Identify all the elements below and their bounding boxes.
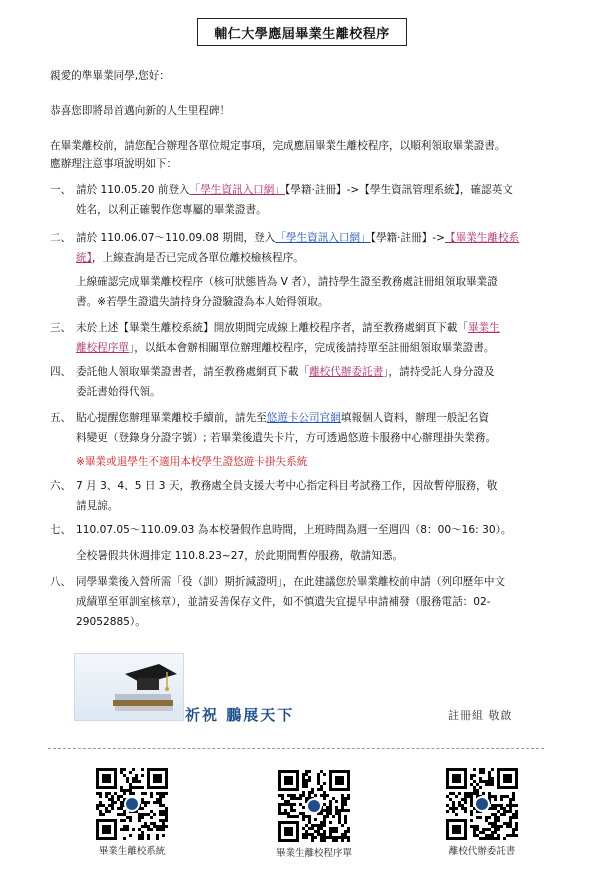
graduation-cap-icon [75,654,183,720]
item-text: 7 月 3、4、5 日 3 天，教務處全員支援大考中心指定科目考試務工作，因故暫停服務，敬 [76,480,498,492]
procedure-form-link[interactable]: 畢業生 [467,322,500,334]
item-5 [50,408,560,448]
intro-line-2: 應辦理注意事項說明如下： [50,158,178,170]
item-text: 成績單至軍訓室核章），並請妥善保存文件，如不慎遺失宜提早申請補發（服務電話：02- [76,596,491,608]
warning-note: ※畢業或退學生不適用本校學生證悠遊卡掛失系統 [76,456,308,468]
page-title-text: 輔仁大學應屆畢業生離校程序 [214,26,390,42]
item-number: 三、 [50,322,72,334]
qr-label-procedure-form: 畢業生離校程序單 [275,848,352,859]
item-text: 填報個人資料，辦理一般記名資 [340,412,490,424]
item-text: 」，以紙本會辦相關單位辦理離校程序，完成後請持單至註冊組領取畢業證書。 [128,342,495,354]
graduation-system-link[interactable]: 【畢業生離校系 [445,232,520,244]
qr-code-proxy-form[interactable] [446,768,518,840]
item-text: 貼心提醒您辦理畢業離校手續前，請先至 [76,412,267,424]
easycard-link[interactable]: 悠遊卡公司官網 [266,412,341,424]
item-text: 同學畢業後入營所需「役（訓）期折減證明」，在此建議您於畢業離校前申請（列印歷年中文 [76,576,506,588]
divider [48,748,544,749]
student-portal-link[interactable]: 「學生資訊入口網」 [189,184,285,196]
qr-code-icon [96,768,168,840]
qr-label-proxy-form: 離校代辦委託書 [448,846,516,857]
item-text: 請於 110.06.07～110.09.08 期間，登入 [76,232,276,244]
graduation-cap-illustration [74,653,184,721]
item-number: 八、 [50,576,72,588]
item-1 [50,180,560,220]
qr-code-icon [446,768,518,840]
item-text: 【學籍‧註冊】-> [370,232,446,244]
item-text: 料變更（登錄身分證字號）; 若畢業後遺失卡片，方可透過悠遊卡服務中心辦理掛失業務。 [76,432,497,444]
item-4 [50,362,560,402]
item-number: 五、 [50,412,72,424]
proxy-form-link[interactable]: 離校代辦委託書 [309,366,384,378]
item-text: 委託書始得代領。 [76,386,161,398]
item-text: 【學籍‧註冊】->【學生資訊管理系統】，確認英文 [284,184,513,196]
item-8 [50,572,560,632]
item-text: 110.07.05～110.09.03 為本校暑假作息時間，上班時間為週一至週四（8：00～16: 30）。 [76,524,512,536]
item-text: 請見諒。 [76,500,119,512]
item-text: 請於 110.05.20 前登入 [76,184,190,196]
item-text: 委託他人領取畢業證書者，請至教務處網頁下載「 [76,366,310,378]
student-portal-link[interactable]: 「學生資訊入口網」 [275,232,371,244]
signature-dept: 註冊組 敬啟 [448,709,513,722]
item-2-note [76,272,560,312]
item-number: 二、 [50,232,72,244]
item-text: 未於上述【畢業生離校系統】開放期間完成線上離校程序者，請至教務處網頁下載「 [76,322,468,334]
item-text: 29052885）。 [76,616,146,628]
item-number: 一、 [50,184,72,196]
item-number: 六、 [50,480,72,492]
congrats: 恭喜您即將昂首邁向新的人生里程碑！ [50,105,231,117]
item-3 [50,318,560,358]
page-title [197,18,407,46]
qr-code-procedure-form[interactable] [278,770,350,842]
item-number: 七、 [50,524,72,536]
item-number: 四、 [50,366,72,378]
qr-code-icon [278,770,350,842]
qr-code-graduation-system[interactable] [96,768,168,840]
item-text: 」，請持受託人身分證及 [383,366,495,378]
procedure-form-link-cont[interactable]: 離校程序單 [76,342,129,354]
graduation-system-link-cont[interactable]: 統】 [76,252,92,264]
greeting: 親愛的準畢業同學,您好： [50,70,170,82]
item-6 [50,476,560,516]
item-text: 上線確認完成畢業離校程序（核可狀態皆為 V 者），請持學生證至教務處註冊組領取畢業證 [76,276,498,288]
item-7 [50,520,560,540]
item-text: 書。※若學生證遺失請持身分證驗證為本人始得領取。 [76,296,329,308]
item-7-note: 全校暑假共休週排定 110.8.23~27，於此期間暫停服務，敬請知悉。 [76,550,404,562]
blessing-text: 祈祝 鵬展天下 [185,706,295,724]
item-2 [50,228,560,268]
item-text: 姓名，以利正確製作您專屬的畢業證書。 [76,204,267,216]
intro-line-1: 在畢業離校前，請您配合辦理各單位規定事項，完成應屆畢業生離校程序，以順利領取畢業證書。 [50,140,506,152]
qr-label-graduation-system: 畢業生離校系統 [98,846,166,857]
item-text: ，上線查詢是否已完成各單位離校檢核程序。 [91,252,304,264]
